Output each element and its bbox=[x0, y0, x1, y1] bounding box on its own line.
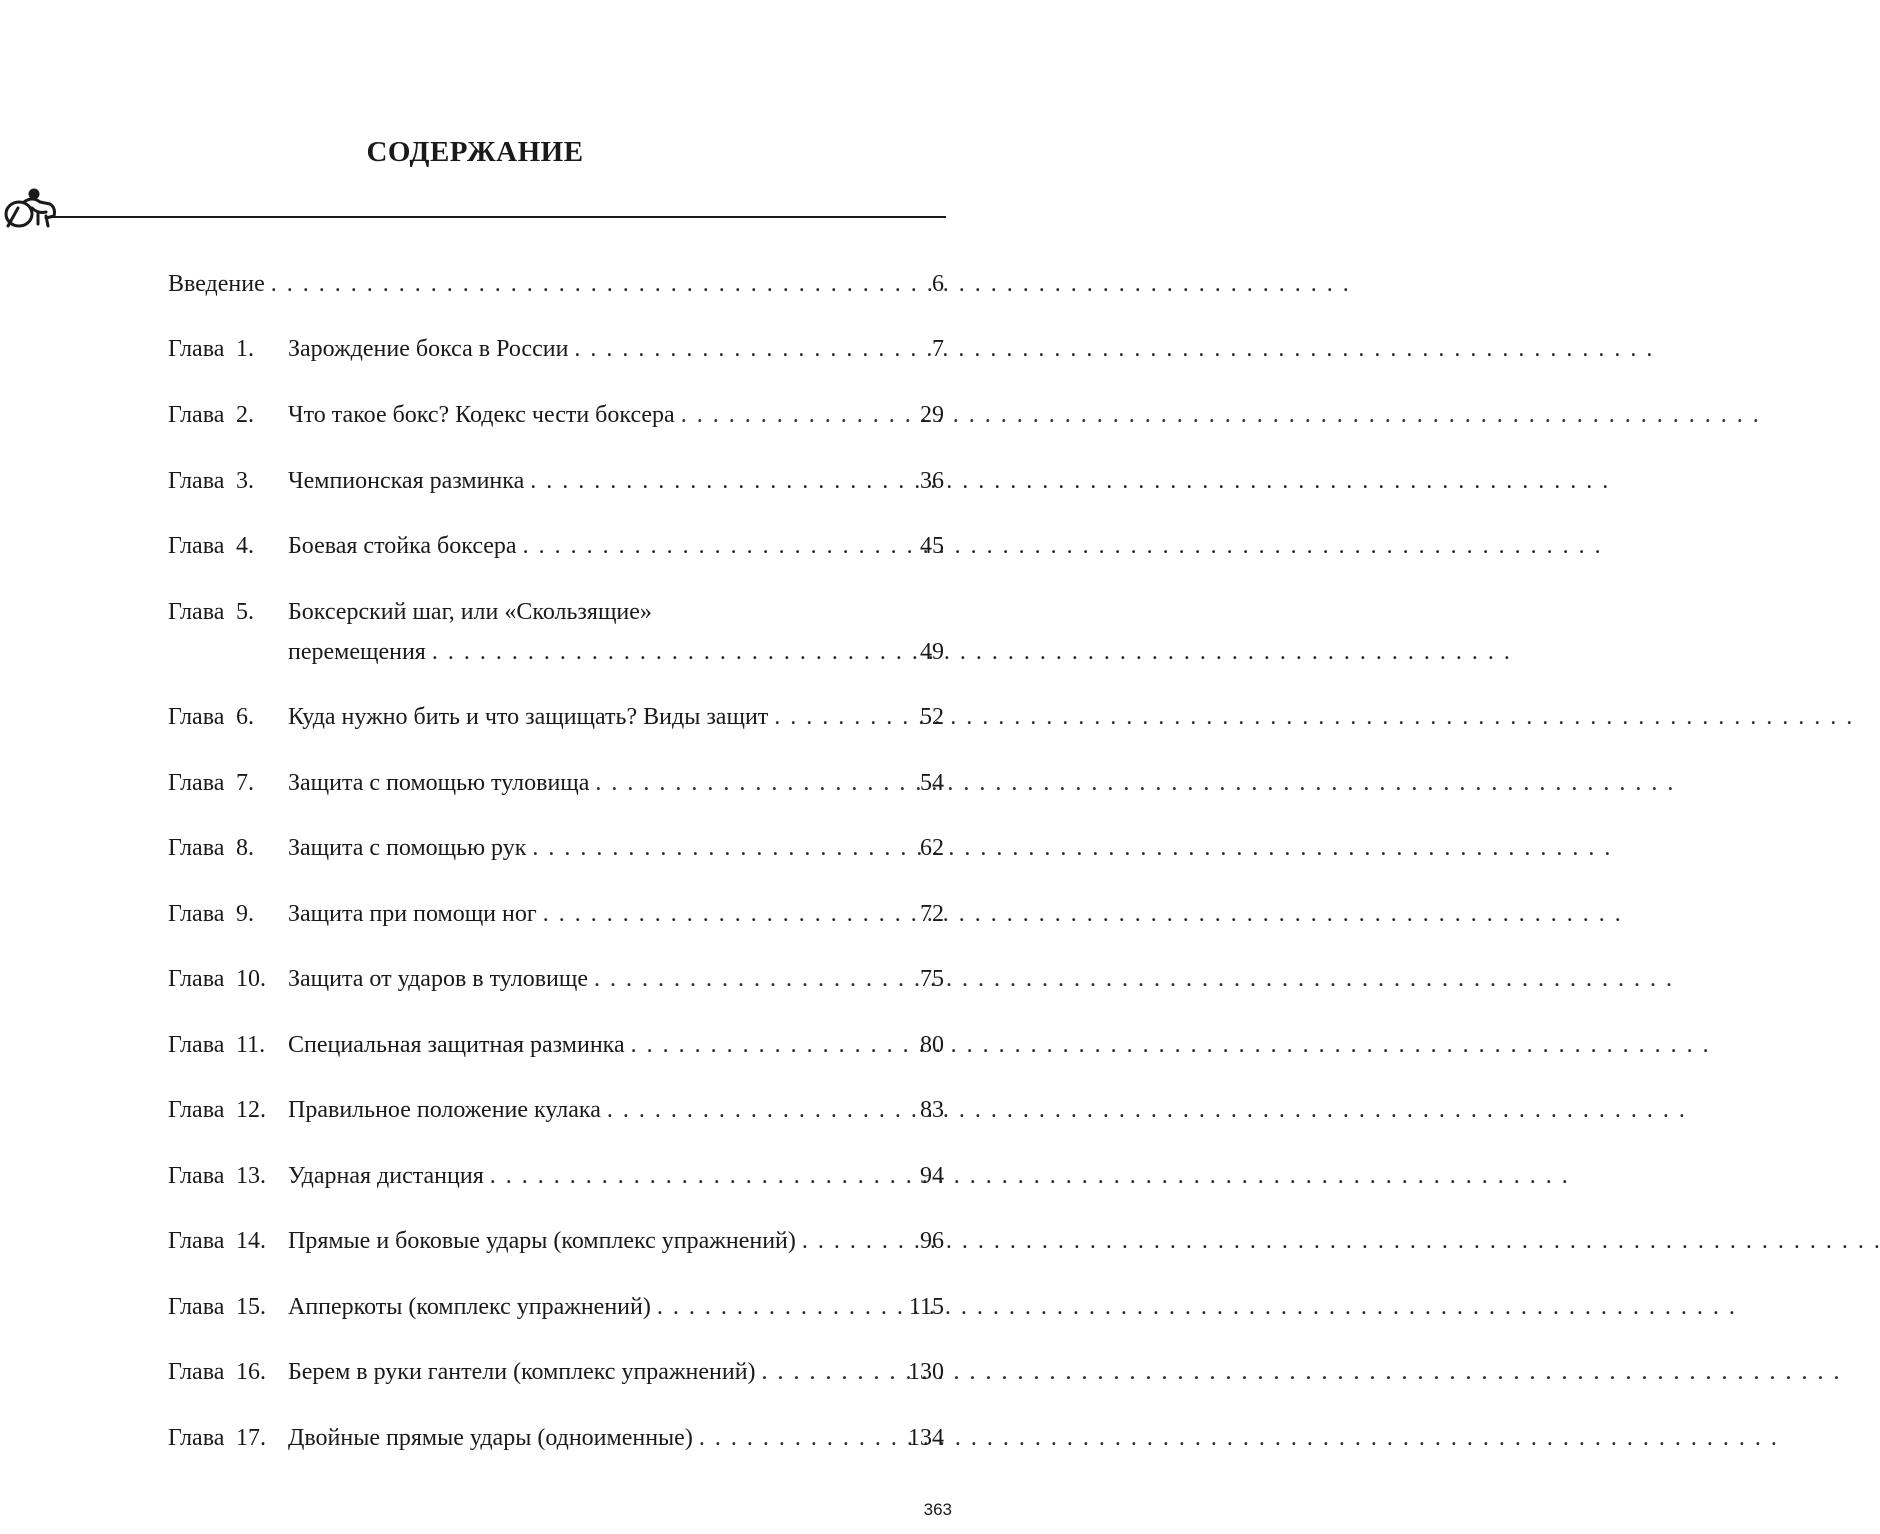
dot-leader bbox=[802, 1221, 910, 1261]
toc-entry-page: 6 bbox=[932, 271, 944, 297]
toc-entry-chapter-8[interactable] bbox=[168, 828, 944, 868]
toc-entry-intro[interactable] bbox=[168, 264, 944, 304]
toc-entry-title: Берем в руки гантели (комплекс упражнений) bbox=[288, 1359, 756, 1385]
chapter-number: 2. bbox=[236, 402, 254, 428]
toc-entry-page: 7 bbox=[932, 336, 944, 362]
dot-leader bbox=[774, 697, 910, 737]
toc-entry-page: 52 bbox=[920, 704, 944, 730]
toc-entry-page: 54 bbox=[920, 770, 944, 796]
toc-entry-chapter-9[interactable] bbox=[168, 894, 944, 934]
toc-entry-page: 75 bbox=[920, 966, 944, 992]
chapter-word: Глава bbox=[168, 966, 225, 992]
toc-entry-title: Защита с помощью рук bbox=[288, 835, 527, 861]
dot-leader bbox=[532, 828, 910, 868]
toc-entry-chapter-4[interactable] bbox=[168, 526, 944, 566]
chapter-word: Глава bbox=[168, 533, 225, 559]
toc-entry-page: 62 bbox=[920, 835, 944, 861]
page-title: СОДЕРЖАНИЕ bbox=[366, 136, 584, 168]
toc-entry-title: Ударная дистанция bbox=[288, 1163, 484, 1189]
chapter-number: 9. bbox=[236, 901, 254, 927]
chapter-number: 16. bbox=[236, 1359, 266, 1385]
dot-leader bbox=[681, 395, 910, 435]
chapter-word: Глава bbox=[168, 835, 225, 861]
toc-entry-page: 72 bbox=[920, 901, 944, 927]
toc-entry-title: Правильное положение кулака bbox=[288, 1097, 601, 1123]
toc-entry-title: Апперкоты (комплекс упражнений) bbox=[288, 1294, 651, 1320]
chapter-number: 14. bbox=[236, 1228, 266, 1254]
chapter-number: 5. bbox=[236, 599, 254, 625]
dot-leader bbox=[607, 1090, 910, 1130]
chapter-word: Глава bbox=[168, 1032, 225, 1058]
toc-entry-chapter-11[interactable] bbox=[168, 1025, 944, 1065]
dot-leader bbox=[699, 1418, 904, 1458]
chapter-number: 12. bbox=[236, 1097, 266, 1123]
toc-entry-title: Зарождение бокса в России bbox=[288, 336, 569, 362]
dot-leader bbox=[543, 894, 910, 934]
toc-entry-chapter-16[interactable] bbox=[168, 1352, 944, 1392]
toc-entry-chapter-1[interactable] bbox=[168, 329, 944, 369]
toc-entry-chapter-2[interactable] bbox=[168, 395, 944, 435]
chapter-word: Глава bbox=[168, 336, 225, 362]
toc-entry-page: 94 bbox=[920, 1163, 944, 1189]
toc-entry-title: Куда нужно бить и что защищать? Виды защит bbox=[288, 704, 769, 730]
toc-entry-title: Специальная защитная разминка bbox=[288, 1032, 625, 1058]
dot-leader bbox=[530, 461, 910, 501]
toc-entry-title: Что такое бокс? Кодекс чести боксера bbox=[288, 402, 675, 428]
dot-leader bbox=[631, 1025, 910, 1065]
dot-leader bbox=[594, 959, 910, 999]
dot-leader bbox=[657, 1287, 905, 1327]
toc-entry-title: Боевая стойка боксера bbox=[288, 533, 517, 559]
toc-entry-chapter-3[interactable] bbox=[168, 461, 944, 501]
chapter-number: 10. bbox=[236, 966, 266, 992]
toc-entry-page: 83 bbox=[920, 1097, 944, 1123]
toc-entry-title: Боксерский шаг, или «Скользящие» bbox=[288, 599, 652, 625]
toc-entry-page: 49 bbox=[920, 639, 944, 665]
chapter-word: Глава bbox=[168, 704, 225, 730]
page-number: 363 bbox=[923, 1500, 952, 1519]
toc-entry-page: 29 bbox=[920, 402, 944, 428]
toc-entry-title-continued: перемещения bbox=[288, 639, 426, 665]
dot-leader bbox=[490, 1156, 910, 1196]
chapter-number: 7. bbox=[236, 770, 254, 796]
toc-entry-title: Введение bbox=[168, 271, 265, 297]
chapter-word: Глава bbox=[168, 599, 225, 625]
toc-entry-chapter-17[interactable] bbox=[168, 1418, 944, 1458]
dot-leader bbox=[574, 329, 910, 369]
toc-entry-chapter-6[interactable] bbox=[168, 697, 944, 737]
toc-entry-chapter-12[interactable] bbox=[168, 1090, 944, 1130]
chapter-word: Глава bbox=[168, 402, 225, 428]
toc-entry-title: Защита при помощи ног bbox=[288, 901, 537, 927]
toc-entry-title: Прямые и боковые удары (комплекс упражнений) bbox=[288, 1228, 796, 1254]
chapter-word: Глава bbox=[168, 1097, 225, 1123]
chapter-number: 11. bbox=[236, 1032, 266, 1058]
toc-entry-page: 36 bbox=[920, 468, 944, 494]
dot-leader bbox=[595, 763, 910, 803]
toc-entry-page: 80 bbox=[920, 1032, 944, 1058]
toc-entry-chapter-10[interactable] bbox=[168, 959, 944, 999]
chapter-word: Глава bbox=[168, 1163, 225, 1189]
chapter-word: Глава bbox=[168, 1425, 225, 1451]
toc-entry-page: 134 bbox=[908, 1425, 944, 1451]
chapter-number: 17. bbox=[236, 1425, 266, 1451]
toc-entry-page: 115 bbox=[908, 1294, 944, 1320]
chapter-word: Глава bbox=[168, 1294, 225, 1320]
chapter-number: 4. bbox=[236, 533, 254, 559]
toc-entry-title: Защита от ударов в туловище bbox=[288, 966, 589, 992]
chapter-word: Глава bbox=[168, 1359, 225, 1385]
chapter-number: 3. bbox=[236, 468, 254, 494]
toc-entry-chapter-7[interactable] bbox=[168, 763, 944, 803]
chapter-number: 6. bbox=[236, 704, 254, 730]
chapter-number: 13. bbox=[236, 1163, 266, 1189]
chapter-number: 15. bbox=[236, 1294, 266, 1320]
chapter-number: 8. bbox=[236, 835, 254, 861]
chapter-word: Глава bbox=[168, 468, 225, 494]
toc-entry-chapter-14[interactable] bbox=[168, 1221, 944, 1261]
toc-entry-chapter-5[interactable] bbox=[168, 592, 944, 672]
toc-entry-page: 130 bbox=[908, 1359, 944, 1385]
toc-entry-chapter-13[interactable] bbox=[168, 1156, 944, 1196]
chapter-number: 1. bbox=[236, 336, 254, 362]
toc-entry-title: Защита с помощью туловища bbox=[288, 770, 590, 796]
toc-entry-title: Двойные прямые удары (одноименные) bbox=[288, 1425, 693, 1451]
toc-entry-title: Чемпионская разминка bbox=[288, 468, 525, 494]
toc-entry-page: 45 bbox=[920, 533, 944, 559]
chapter-word: Глава bbox=[168, 1228, 225, 1254]
chapter-word: Глава bbox=[168, 901, 225, 927]
dot-leader bbox=[523, 526, 910, 566]
toc-entry-page: 96 bbox=[920, 1228, 944, 1254]
dot-leader bbox=[271, 264, 910, 304]
chapter-word: Глава bbox=[168, 770, 225, 796]
dot-leader bbox=[762, 1352, 904, 1392]
toc-entry-chapter-15[interactable] bbox=[168, 1287, 944, 1327]
dot-leader bbox=[432, 632, 910, 672]
